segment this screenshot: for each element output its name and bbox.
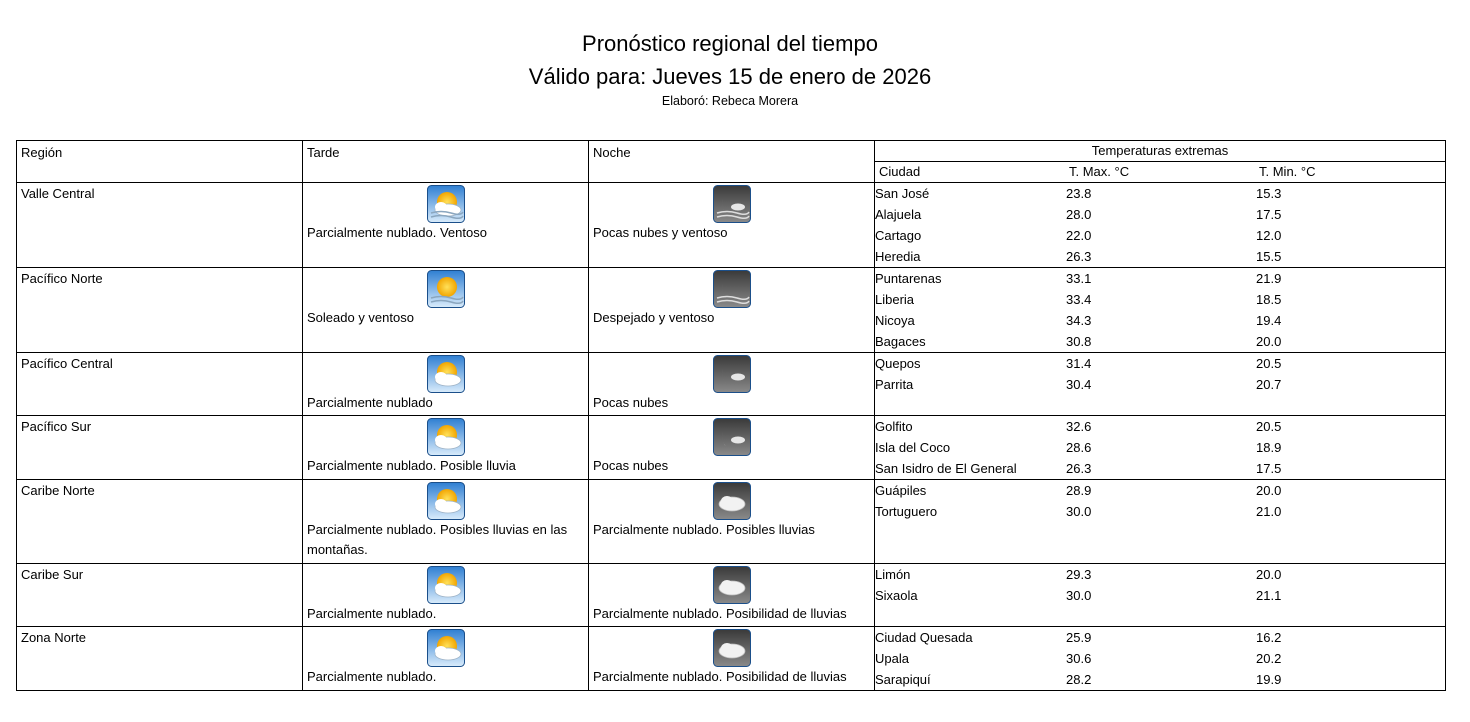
temperatures-cell: [875, 268, 1446, 353]
tarde-cell: [303, 480, 589, 564]
partly-cloudy-icon: [427, 629, 465, 667]
tarde-cell: [303, 353, 589, 416]
city-name: Nicoya: [875, 313, 915, 328]
tmin-value: 20.0: [1256, 567, 1282, 582]
temperatures-cell: [875, 627, 1446, 691]
city-temperatures: [875, 480, 1446, 522]
tmin-value: 19.4: [1256, 313, 1282, 328]
tmax-value: 26.3: [1066, 461, 1092, 476]
region-name: Zona Norte: [21, 630, 87, 645]
city-row: [875, 331, 1446, 352]
tmax-value: 32.6: [1066, 419, 1092, 434]
temperatures-cell: [875, 353, 1446, 416]
city-name: Sixaola: [875, 588, 918, 603]
tmin-column-header: T. Min. °C: [1259, 164, 1316, 179]
tmin-value: 20.5: [1256, 356, 1282, 371]
partly-cloudy-icon: [427, 418, 465, 456]
city-name: Ciudad Quesada: [875, 630, 973, 645]
tarde-description: Parcialmente nublado. Ventoso: [307, 225, 487, 240]
tmin-value: 12.0: [1256, 228, 1282, 243]
partly-cloudy-icon: [427, 355, 465, 393]
tmax-value: 30.0: [1066, 588, 1092, 603]
region-row: [17, 416, 1446, 480]
city-temperatures: [875, 183, 1446, 267]
city-row: [875, 353, 1446, 374]
tmax-value: 22.0: [1066, 228, 1092, 243]
city-name: Puntarenas: [875, 271, 942, 286]
city-name: Cartago: [875, 228, 922, 243]
noche-cell: [589, 268, 875, 353]
tmax-value: 34.3: [1066, 313, 1092, 328]
tmin-value: 17.5: [1256, 461, 1282, 476]
night-cloudy-icon: [713, 482, 751, 520]
tmin-value: 15.5: [1256, 249, 1282, 264]
region-row: [17, 564, 1446, 627]
tarde-description: Parcialmente nublado. Posibles lluvias en las montañas.: [307, 522, 568, 557]
city-row: [875, 648, 1446, 669]
partly-cloudy-icon: [427, 566, 465, 604]
noche-description: Parcialmente nublado. Posibilidad de lluvias: [593, 606, 847, 621]
city-name: Sarapiquí: [875, 672, 931, 687]
city-row: [875, 246, 1446, 267]
tmin-value: 15.3: [1256, 186, 1282, 201]
tmax-value: 28.9: [1066, 483, 1092, 498]
night-few-clouds-icon: [713, 418, 751, 456]
city-temperatures: [875, 627, 1446, 690]
city-name: Quepos: [875, 356, 921, 371]
tarde-description: Parcialmente nublado: [307, 395, 433, 410]
region-name: Valle Central: [21, 186, 95, 201]
tmin-value: 20.5: [1256, 419, 1282, 434]
city-row: [875, 564, 1446, 585]
city-row: [875, 627, 1446, 648]
tmax-value: 25.9: [1066, 630, 1092, 645]
city-name: San José: [875, 186, 930, 201]
noche-cell: [589, 183, 875, 268]
region-header: Región: [17, 141, 303, 183]
region-row: [17, 353, 1446, 416]
night-clear-windy-icon: [713, 270, 751, 308]
noche-cell: [589, 564, 875, 627]
city-name: Isla del Coco: [875, 440, 951, 455]
noche-description: Pocas nubes y ventoso: [593, 225, 728, 240]
tmax-value: 29.3: [1066, 567, 1092, 582]
city-name: Heredia: [875, 249, 921, 264]
noche-description: Parcialmente nublado. Posibilidad de lluvias: [593, 669, 847, 684]
city-row: [875, 310, 1446, 331]
tarde-cell: [303, 268, 589, 353]
noche-cell: [589, 627, 875, 691]
region-cell: [17, 627, 303, 691]
tmax-value: 33.4: [1066, 292, 1092, 307]
region-name: Caribe Norte: [21, 483, 95, 498]
city-row: [875, 183, 1446, 204]
city-name: Golfito: [875, 419, 913, 434]
city-name: Liberia: [875, 292, 915, 307]
noche-description: Despejado y ventoso: [593, 310, 715, 325]
tmin-value: 20.2: [1256, 651, 1282, 666]
partly-cloudy-icon: [427, 482, 465, 520]
tmin-value: 20.0: [1256, 483, 1282, 498]
noche-description: Pocas nubes: [593, 395, 669, 410]
tmax-value: 33.1: [1066, 271, 1092, 286]
region-name: Pacífico Norte: [21, 271, 103, 286]
city-row: [875, 416, 1446, 437]
region-cell: [17, 183, 303, 268]
region-cell: [17, 480, 303, 564]
tarde-description: Soleado y ventoso: [307, 310, 414, 325]
tarde-cell: [303, 183, 589, 268]
tmin-value: 17.5: [1256, 207, 1282, 222]
city-row: [875, 501, 1446, 522]
tarde-description: Parcialmente nublado.: [307, 606, 437, 621]
tmax-value: 26.3: [1066, 249, 1092, 264]
temperatures-title: Temperaturas extremas: [1091, 143, 1229, 158]
noche-cell: [589, 480, 875, 564]
tmin-value: 20.0: [1256, 334, 1282, 349]
city-name: San Isidro de El General: [875, 461, 1017, 476]
city-name: Alajuela: [875, 207, 922, 222]
tmin-value: 20.7: [1256, 377, 1282, 392]
region-cell: [17, 564, 303, 627]
region-row: [17, 268, 1446, 353]
tmin-value: 21.1: [1256, 588, 1282, 603]
temperatures-cell: [875, 564, 1446, 627]
tmax-value: 28.6: [1066, 440, 1092, 455]
region-cell: [17, 416, 303, 480]
tmax-value: 30.0: [1066, 504, 1092, 519]
city-column-header: Ciudad: [879, 164, 921, 179]
partly-cloudy-windy-icon: [427, 185, 465, 223]
night-cloudy-icon: [713, 566, 751, 604]
city-temperatures: [875, 268, 1446, 352]
sunny-windy-icon: [427, 270, 465, 308]
night-few-clouds-windy-icon: [713, 185, 751, 223]
city-temperatures: [875, 564, 1446, 606]
page-title: Pronóstico regional del tiempo: [582, 31, 878, 56]
city-row: [875, 585, 1446, 606]
noche-cell: [589, 416, 875, 480]
city-name: Tortuguero: [875, 504, 938, 519]
region-row: [17, 183, 1446, 268]
noche-description: Parcialmente nublado. Posibles lluvias: [593, 522, 815, 537]
valid-date: Válido para: Jueves 15 de enero de 2026: [528, 64, 932, 89]
tmin-value: 18.5: [1256, 292, 1282, 307]
tmax-value: 23.8: [1066, 186, 1092, 201]
tarde-description: Parcialmente nublado. Posible lluvia: [307, 458, 516, 473]
night-cloudy-icon: [713, 629, 751, 667]
region-row: [17, 480, 1446, 564]
tarde-cell: [303, 416, 589, 480]
noche-cell: [589, 353, 875, 416]
city-row: [875, 268, 1446, 289]
tmax-value: 30.8: [1066, 334, 1092, 349]
tmax-value: 28.2: [1066, 672, 1092, 687]
tarde-cell: [303, 564, 589, 627]
city-row: [875, 437, 1446, 458]
temperatures-cell: [875, 183, 1446, 268]
tmin-value: 21.0: [1256, 504, 1282, 519]
tmax-value: 28.0: [1066, 207, 1092, 222]
city-row: [875, 289, 1446, 310]
city-temperatures: [875, 416, 1446, 479]
tarde-cell: [303, 627, 589, 691]
city-name: Guápiles: [875, 483, 927, 498]
region-cell: [17, 268, 303, 353]
region-name: Pacífico Central: [21, 356, 113, 371]
city-temperatures: [875, 353, 1446, 395]
region-cell: [17, 353, 303, 416]
region-row: [17, 627, 1446, 691]
city-row: [875, 225, 1446, 246]
tmin-value: 21.9: [1256, 271, 1282, 286]
tmin-value: 18.9: [1256, 440, 1282, 455]
noche-description: Pocas nubes: [593, 458, 669, 473]
tmax-value: 30.4: [1066, 377, 1092, 392]
city-row: [875, 480, 1446, 501]
tmin-value: 16.2: [1256, 630, 1282, 645]
city-row: [875, 458, 1446, 479]
city-row: [875, 204, 1446, 225]
region-name: Caribe Sur: [21, 567, 84, 582]
header-row: [17, 141, 1446, 183]
forecast-table: [16, 140, 1446, 691]
tmax-column-header: T. Max. °C: [1069, 164, 1130, 179]
temperatures-cell: [875, 480, 1446, 564]
night-few-clouds-icon: [713, 355, 751, 393]
region-name: Pacífico Sur: [21, 419, 92, 434]
city-row: [875, 374, 1446, 395]
tmin-value: 19.9: [1256, 672, 1282, 687]
tarde-description: Parcialmente nublado.: [307, 669, 437, 684]
city-name: Limón: [875, 567, 911, 582]
author-credit: Elaboró: Rebeca Morera: [661, 94, 799, 108]
city-name: Upala: [875, 651, 909, 666]
tarde-header: Tarde: [303, 141, 589, 183]
city-row: [875, 669, 1446, 690]
temperatures-header: [875, 141, 1446, 183]
tmax-value: 31.4: [1066, 356, 1092, 371]
noche-header: Noche: [589, 141, 875, 183]
temperatures-cell: [875, 416, 1446, 480]
city-name: Bagaces: [875, 334, 926, 349]
city-name: Parrita: [875, 377, 914, 392]
tmax-value: 30.6: [1066, 651, 1092, 666]
